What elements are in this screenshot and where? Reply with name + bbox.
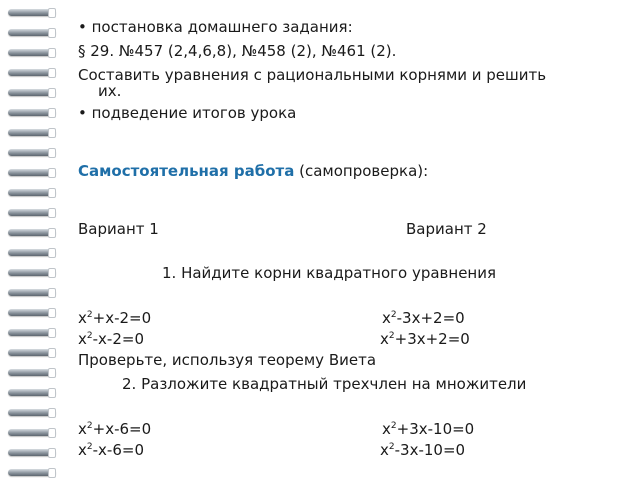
notebook-ring — [8, 446, 56, 460]
notebook-ring — [8, 386, 56, 400]
task-2-title: 2. Разложите квадратный трехчлен на множители — [122, 375, 527, 393]
notebook-ring — [8, 66, 56, 80]
notebook-ring — [8, 306, 56, 320]
equation-2-variant-2: $x^2+3x+2=0$ — [380, 330, 470, 348]
independent-work-heading — [78, 162, 428, 180]
trinomial-1-variant-2: $x^2+3x-10=0$ — [382, 420, 475, 438]
notebook-ring — [8, 346, 56, 360]
notebook-ring — [8, 366, 56, 380]
variant-1-label: Вариант 1 — [78, 220, 159, 238]
notebook-ring — [8, 106, 56, 120]
notebook-ring — [8, 286, 56, 300]
trinomial-2-variant-1: $x^2-x-6=0$ — [78, 441, 144, 459]
notebook-ring — [8, 226, 56, 240]
equation-1-variant-1: $x^2+x-2=0$ — [78, 309, 152, 327]
vieta-check-instruction: Проверьте, используя теорему Виета — [78, 351, 377, 369]
homework-heading: • постановка домашнего задания: — [78, 18, 353, 36]
notebook-ring — [8, 266, 56, 280]
notebook-ring — [8, 206, 56, 220]
homework-task-line2: их. — [98, 82, 122, 100]
notebook-ring — [8, 186, 56, 200]
notebook-ring — [8, 86, 56, 100]
trinomial-1-variant-1: $x^2+x-6=0$ — [78, 420, 152, 438]
notebook-ring — [8, 466, 56, 480]
notebook-ring — [8, 406, 56, 420]
notebook-ring — [8, 6, 56, 20]
notebook-ring — [8, 426, 56, 440]
variant-2-label: Вариант 2 — [406, 220, 487, 238]
notebook-ring — [8, 166, 56, 180]
independent-work-note: (самопроверка): — [294, 162, 429, 180]
equation-2-variant-1: $x^2-x-2=0$ — [78, 330, 144, 348]
notebook-ring — [8, 46, 56, 60]
task-1-title: 1. Найдите корни квадратного уравнения — [162, 264, 497, 282]
slide-content — [78, 0, 638, 480]
notebook-ring — [8, 26, 56, 40]
notebook-ring — [8, 126, 56, 140]
equation-1-variant-2: $x^2-3x+2=0$ — [382, 309, 465, 327]
notebook-ring — [8, 326, 56, 340]
homework-task-line1: Составить уравнения с рациональными корнями и решить — [78, 66, 547, 84]
independent-work-title: Самостоятельная работа — [78, 162, 295, 180]
notebook-ring — [8, 246, 56, 260]
homework-assignment: § 29. №457 (2,4,6,8), №458 (2), №461 (2). — [78, 42, 397, 60]
notebook-rings — [0, 0, 64, 480]
notebook-ring — [8, 146, 56, 160]
summary-item: • подведение итогов урока — [78, 104, 297, 122]
trinomial-2-variant-2: $x^2-3x-10=0$ — [380, 441, 466, 459]
